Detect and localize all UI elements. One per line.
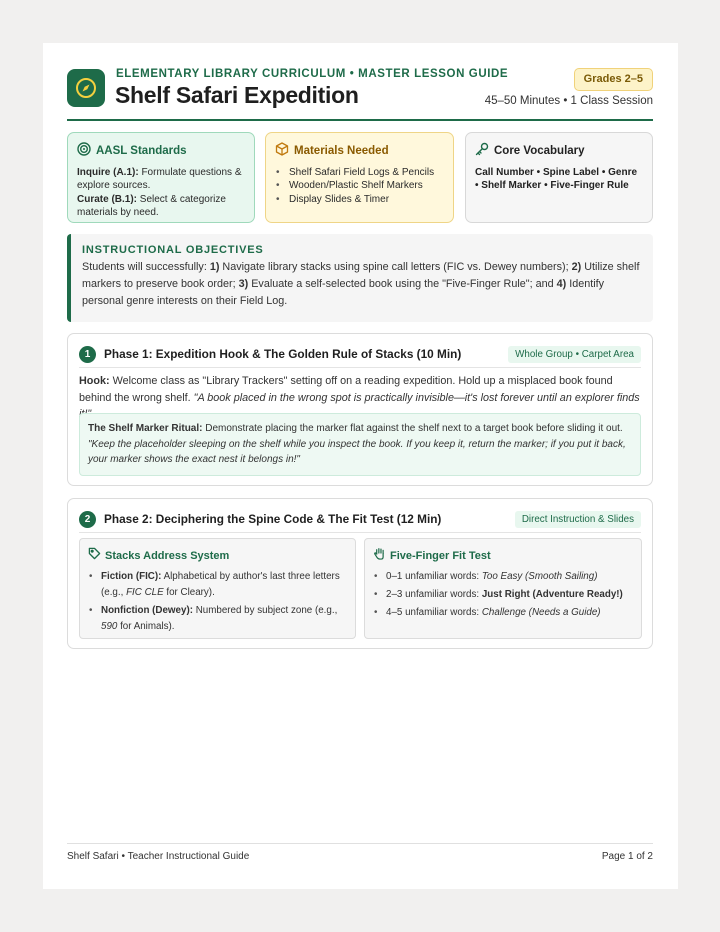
phase-number-badge: 2 [79,511,96,528]
grade-badge: Grades 2–5 [574,68,653,91]
five-finger-item [373,605,633,622]
aasl-item-text: Select & categorize materials by need. [77,193,226,218]
five-finger-range: 4–5 unfamiliar words: [386,606,482,618]
vocabulary-terms: Call Number • Spine Label • Genre • Shelf Marker • Five-Finger Rule [475,166,638,191]
five-finger-title: Five-Finger Fit Test [390,550,491,562]
objective-text: Utilize shelf markers to preserve book order; [82,261,640,290]
phase-2-tag: Direct Instruction & Slides [515,511,641,528]
stacks-item-label: Nonfiction (Dewey): [101,604,193,616]
phase-1-header [79,344,641,364]
stacks-title: Stacks Address System [105,550,230,562]
footer-title: Shelf Safari • Teacher Instructional Guide [67,851,250,862]
five-finger-item [373,569,633,586]
aasl-card-title: AASL Standards [96,144,187,157]
aasl-item [77,193,245,220]
materials-card-heading [275,142,444,161]
key-icon [475,142,489,161]
compass-icon [67,69,105,107]
lesson-page [43,43,678,889]
phase-1-tag: Whole Group • Carpet Area [508,346,641,363]
aasl-item [77,166,245,193]
aasl-item-label: Inquire (A.1): [77,166,139,178]
materials-item: • Wooden/Plastic Shelf Markers [275,179,444,193]
stacks-item-label: Fiction (FIC): [101,570,162,582]
curriculum-kicker: ELEMENTARY LIBRARY CURRICULUM • MASTER LESSON GUIDE [116,68,509,80]
shelf-marker-ritual-box [79,413,641,476]
vocabulary-card-heading [475,142,643,161]
objectives-intro: Students will successfully: [82,261,210,273]
stacks-heading [88,547,347,566]
aasl-card-heading [77,142,245,161]
phase-2-header [79,509,641,529]
box-icon [275,142,289,161]
objective-number: 1) [209,261,220,273]
materials-item: • Display Slides & Timer [275,193,444,207]
header-divider [67,119,653,121]
phase-2-title: Phase 2: Deciphering the Spine Code & The Fit Test (12 Min) [104,512,442,526]
hook-label: Hook: [79,375,110,387]
phase-number-badge: 1 [79,346,96,363]
stacks-address-box [79,538,356,639]
aasl-item-label: Curate (B.1): [77,193,138,205]
five-finger-item [373,587,633,604]
page-number: Page 1 of 2 [601,851,653,862]
stacks-item-example: FIC CLE [126,587,164,598]
vocabulary-card [465,132,653,223]
hook-text: Welcome class as "Library Trackers" setting off on a reading expedition. Hold up a misplaced book found behind the wrong shelf. [79,375,613,404]
five-finger-list [373,569,633,622]
instructional-objectives [67,234,653,322]
ritual-label: The Shelf Marker Ritual: [88,423,203,434]
stacks-item-text: for Animals). [117,621,175,632]
hook-quote: "A book placed in the wrong spot is practically invisible—it's lost forever until an explorer finds [193,391,640,404]
objective-text: Navigate library stacks using spine call letters (FIC vs. Dewey numbers); [219,261,572,273]
five-finger-result: Just Right (Adventure Ready!) [481,588,623,600]
stacks-item-example: 590 [101,621,118,632]
objective-number: 4) [556,278,567,290]
aasl-item-text: Formulate questions & explore sources. [77,166,242,191]
five-finger-box [364,538,642,639]
objective-number: 3) [238,278,249,290]
vocabulary-card-title: Core Vocabulary [494,144,585,157]
objective-text: Evaluate a self-selected book using the "Five-Finger Rule"; and [248,278,557,290]
five-finger-heading [373,547,633,566]
stacks-list [88,569,347,636]
materials-card [265,132,454,223]
objective-number: 2) [571,261,582,273]
stacks-item [88,603,347,636]
hand-icon [373,547,386,566]
ritual-quote: "Keep the placeholder sleeping on the shelf while you inspect the book. If you keep it, return the marker; if you put it back, your marker shows the exact nest it belongs in!" [88,438,626,465]
materials-item: • Shelf Safari Field Logs & Pencils [275,166,444,180]
objectives-heading: INSTRUCTIONAL OBJECTIVES [82,244,264,256]
phase-divider [79,367,641,368]
stacks-item [88,569,347,602]
five-finger-result: Challenge (Needs a Guide) [481,606,601,618]
target-icon [77,142,91,161]
materials-list [275,166,444,207]
materials-card-title: Materials Needed [294,144,389,157]
footer-divider [67,843,653,844]
objective-text: Identify personal genre interests on their Field Log. [82,278,605,307]
phase-divider [79,532,641,533]
phase-1-title: Phase 1: Expedition Hook & The Golden Rule of Stacks (10 Min) [104,347,462,361]
stacks-item-text: Numbered by subject zone (e.g., [192,604,338,616]
five-finger-result: Too Easy (Smooth Sailing) [481,570,598,582]
aasl-standards-card [67,132,255,223]
page-title: Shelf Safari Expedition [115,82,359,108]
tag-icon [88,547,101,566]
stacks-item-text: for Cleary). [163,587,215,598]
ritual-text: Demonstrate placing the marker flat against the shelf next to a target book before sliding it out. [202,423,623,434]
five-finger-range: 2–3 unfamiliar words: [386,588,482,600]
phase-2-section [67,498,653,649]
lesson-duration: 45–50 Minutes • 1 Class Session [484,95,653,107]
phase-1-section [67,333,653,486]
stacks-item-text: Alphabetical by author's last three letters (e.g., [101,570,340,598]
five-finger-range: 0–1 unfamiliar words: [386,570,482,582]
objectives-body [82,259,643,310]
